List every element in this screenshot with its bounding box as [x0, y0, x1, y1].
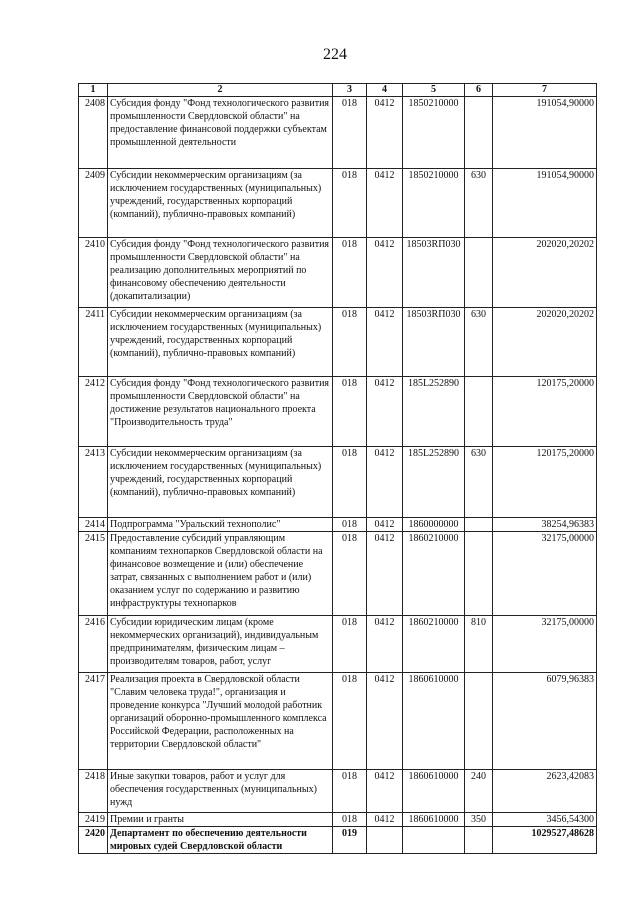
column-header-5: 5: [403, 84, 465, 97]
table-row: [79, 616, 597, 673]
row-target-code: 1860210000: [403, 532, 465, 616]
row-section-code: 0412: [367, 169, 403, 238]
table-row: [79, 518, 597, 532]
row-amount: 3456,54300: [493, 813, 597, 827]
row-name: Субсидии некоммерческим организациям (за исключением государственных (муниципальных) учреждений, государственных корпораций (компаний), публично-правовых компаний): [108, 169, 333, 238]
row-section-code: 0412: [367, 532, 403, 616]
row-target-code: 1850210000: [403, 169, 465, 238]
row-amount: 6079,96383: [493, 673, 597, 770]
row-target-code: 18503RП030: [403, 238, 465, 308]
row-target-code: 1860210000: [403, 616, 465, 673]
row-target-code: 1860000000: [403, 518, 465, 532]
row-expense-type: [465, 238, 493, 308]
column-header-3: 3: [333, 84, 367, 97]
row-number: 2420: [79, 827, 108, 854]
row-amount: 120175,20000: [493, 377, 597, 447]
row-name: Субсидия фонду "Фонд технологического развития промышленности Свердловской области" на реализацию дополнительных мероприятий по финансовому обеспечению деятельности (докапитализации): [108, 238, 333, 308]
row-expense-type: [465, 827, 493, 854]
table-row: [79, 238, 597, 308]
row-number: 2417: [79, 673, 108, 770]
row-number: 2418: [79, 770, 108, 813]
row-target-code: 1860610000: [403, 813, 465, 827]
row-name: Субсидии некоммерческим организациям (за исключением государственных (муниципальных) учреждений, государственных корпораций (компаний), публично-правовых компаний): [108, 447, 333, 518]
row-amount: 202020,20202: [493, 238, 597, 308]
row-ministry-code: 018: [333, 616, 367, 673]
row-amount: 191054,90000: [493, 97, 597, 169]
row-number: 2411: [79, 308, 108, 377]
row-expense-type: 630: [465, 447, 493, 518]
row-target-code: [403, 827, 465, 854]
budget-table: [78, 83, 597, 854]
row-ministry-code: 018: [333, 447, 367, 518]
row-amount: 32175,00000: [493, 532, 597, 616]
table-row: [79, 169, 597, 238]
row-number: 2409: [79, 169, 108, 238]
row-ministry-code: 018: [333, 97, 367, 169]
row-ministry-code: 018: [333, 169, 367, 238]
row-section-code: 0412: [367, 770, 403, 813]
column-header-6: 6: [465, 84, 493, 97]
row-ministry-code: 018: [333, 377, 367, 447]
row-section-code: [367, 827, 403, 854]
row-name: Подпрограмма "Уральский технополис": [108, 518, 333, 532]
table-row: [79, 532, 597, 616]
column-header-1: 1: [79, 84, 108, 97]
row-amount: 38254,96383: [493, 518, 597, 532]
row-expense-type: [465, 97, 493, 169]
row-target-code: 185L252890: [403, 447, 465, 518]
table-row: [79, 813, 597, 827]
table-row: [79, 308, 597, 377]
row-section-code: 0412: [367, 616, 403, 673]
row-number: 2419: [79, 813, 108, 827]
row-section-code: 0412: [367, 97, 403, 169]
row-section-code: 0412: [367, 377, 403, 447]
row-name: Департамент по обеспечению деятельности мировых судей Свердловской области: [108, 827, 333, 854]
row-ministry-code: 018: [333, 673, 367, 770]
page-number: 224: [323, 46, 347, 63]
table-row: [79, 97, 597, 169]
row-section-code: 0412: [367, 673, 403, 770]
row-name: Субсидии юридическим лицам (кроме некоммерческих организаций), индивидуальным предпринимателям, физическим лицам – производителям товаров, работ, услуг: [108, 616, 333, 673]
row-number: 2410: [79, 238, 108, 308]
row-amount: 120175,20000: [493, 447, 597, 518]
row-expense-type: 350: [465, 813, 493, 827]
table-row: [79, 673, 597, 770]
row-expense-type: [465, 532, 493, 616]
row-number: 2416: [79, 616, 108, 673]
row-expense-type: 810: [465, 616, 493, 673]
row-expense-type: [465, 518, 493, 532]
row-target-code: 185L252890: [403, 377, 465, 447]
row-name: Реализация проекта в Свердловской области "Славим человека труда!", организация и проведение конкурса "Лучший молодой работник организаций оборонно-промышленного комплекса Российской Федерации, расположенных на территории Свердловской области": [108, 673, 333, 770]
table-row: [79, 447, 597, 518]
row-name: Субсидия фонду "Фонд технологического развития промышленности Свердловской области" на достижение результатов национального проекта "Производительность труда": [108, 377, 333, 447]
table-row: [79, 377, 597, 447]
row-section-code: 0412: [367, 518, 403, 532]
row-ministry-code: 019: [333, 827, 367, 854]
row-name: Иные закупки товаров, работ и услуг для обеспечения государственных (муниципальных) нужд: [108, 770, 333, 813]
row-expense-type: [465, 377, 493, 447]
row-name: Премии и гранты: [108, 813, 333, 827]
row-amount: 32175,00000: [493, 616, 597, 673]
row-target-code: 1860610000: [403, 770, 465, 813]
row-name: Субсидии некоммерческим организациям (за исключением государственных (муниципальных) учреждений, государственных корпораций (компаний), публично-правовых компаний): [108, 308, 333, 377]
row-ministry-code: 018: [333, 518, 367, 532]
row-ministry-code: 018: [333, 770, 367, 813]
row-section-code: 0412: [367, 447, 403, 518]
row-expense-type: 630: [465, 308, 493, 377]
row-number: 2412: [79, 377, 108, 447]
row-number: 2408: [79, 97, 108, 169]
row-number: 2413: [79, 447, 108, 518]
row-amount: 202020,20202: [493, 308, 597, 377]
row-section-code: 0412: [367, 238, 403, 308]
row-amount: 1029527,48628: [493, 827, 597, 854]
row-section-code: 0412: [367, 308, 403, 377]
row-ministry-code: 018: [333, 532, 367, 616]
row-expense-type: 240: [465, 770, 493, 813]
row-expense-type: 630: [465, 169, 493, 238]
row-target-code: 1860610000: [403, 673, 465, 770]
table-header-row: [79, 84, 597, 97]
column-header-2: 2: [108, 84, 333, 97]
column-header-4: 4: [367, 84, 403, 97]
row-number: 2414: [79, 518, 108, 532]
row-target-code: 1850210000: [403, 97, 465, 169]
row-number: 2415: [79, 532, 108, 616]
row-name: Субсидия фонду "Фонд технологического развития промышленности Свердловской области" на предоставление финансовой поддержки субъектам промышленной деятельности: [108, 97, 333, 169]
table-row: [79, 827, 597, 854]
row-ministry-code: 018: [333, 308, 367, 377]
row-section-code: 0412: [367, 813, 403, 827]
row-amount: 2623,42083: [493, 770, 597, 813]
column-header-7: 7: [493, 84, 597, 97]
table-row: [79, 770, 597, 813]
row-ministry-code: 018: [333, 238, 367, 308]
row-expense-type: [465, 673, 493, 770]
row-ministry-code: 018: [333, 813, 367, 827]
row-name: Предоставление субсидий управляющим компаниям технопарков Свердловской области на финансовое возмещение и (или) обеспечение затрат, связанных с выполнением работ и (или) оказанием услуг по содержанию и развитию инфраструктуры технопарков: [108, 532, 333, 616]
row-target-code: 18503RП030: [403, 308, 465, 377]
row-amount: 191054,90000: [493, 169, 597, 238]
